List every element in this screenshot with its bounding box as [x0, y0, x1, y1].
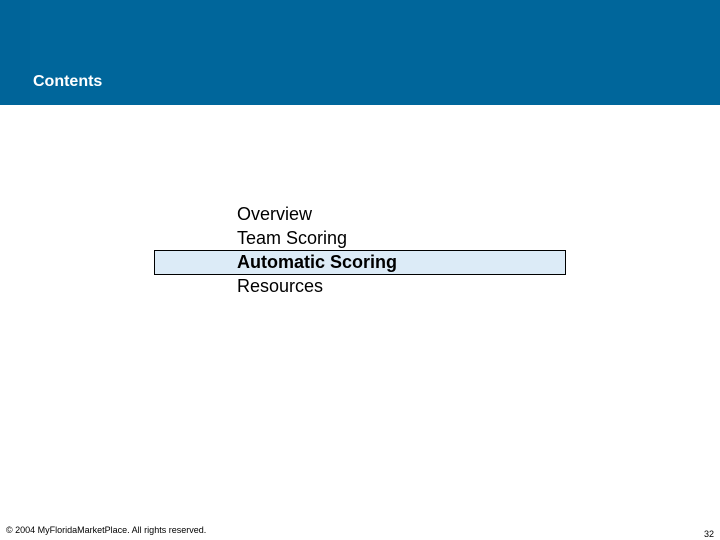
- page-number: 32: [703, 529, 714, 539]
- contents-list: [237, 202, 397, 298]
- footer-copyright: © 2004 MyFloridaMarketPlace. All rights reserved.: [6, 525, 207, 535]
- contents-item-resources: Resources: [237, 276, 324, 296]
- header-accent-stripe: [0, 0, 30, 105]
- contents-item-overview: Overview: [237, 204, 313, 224]
- slide-title: Contents: [33, 73, 103, 90]
- contents-item-automatic-scoring: Automatic Scoring: [237, 252, 398, 272]
- header-band: [0, 0, 720, 105]
- contents-item-team-scoring: Team Scoring: [237, 228, 348, 248]
